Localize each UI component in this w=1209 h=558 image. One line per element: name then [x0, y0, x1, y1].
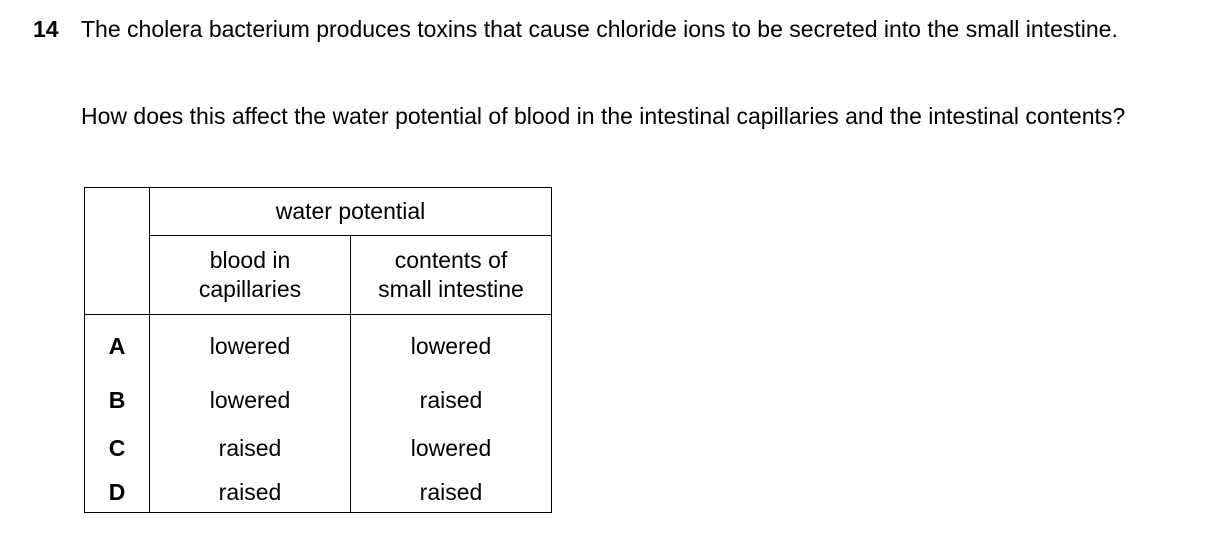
answer-options-table: [84, 187, 552, 513]
option-letter: D: [85, 472, 150, 513]
blood-column-header: [150, 236, 351, 315]
option-letter: B: [85, 376, 150, 424]
option-contents-value: lowered: [351, 424, 552, 472]
option-row-d: [85, 472, 552, 513]
option-contents-value: raised: [351, 472, 552, 513]
table-header-row: [85, 188, 552, 236]
question-number: 14: [33, 16, 59, 42]
option-contents-value: lowered: [351, 315, 552, 377]
contents-header-line1: contents of: [394, 247, 508, 273]
question-stem: The cholera bacterium produces toxins that cause chloride ions to be secreted into the small intestine.: [81, 16, 1118, 42]
option-row-a: [85, 315, 552, 377]
water-potential-header: water potential: [150, 188, 552, 236]
option-row-b: [85, 376, 552, 424]
contents-column-header: [351, 236, 552, 315]
option-letter: A: [85, 315, 150, 377]
option-blood-value: raised: [150, 472, 351, 513]
option-blood-value: lowered: [150, 315, 351, 377]
option-contents-value: raised: [351, 376, 552, 424]
option-blood-value: raised: [150, 424, 351, 472]
option-letter: C: [85, 424, 150, 472]
letter-header-cell: [85, 188, 150, 315]
option-row-c: [85, 424, 552, 472]
blood-header-line1: blood in: [209, 247, 291, 273]
contents-header-line2: small intestine: [378, 276, 524, 302]
question-prompt: How does this affect the water potential of blood in the intestinal capillaries and the intestinal contents?: [81, 103, 1126, 129]
table-subheader-row: [85, 236, 552, 315]
option-blood-value: lowered: [150, 376, 351, 424]
blood-header-line2: capillaries: [198, 276, 302, 302]
